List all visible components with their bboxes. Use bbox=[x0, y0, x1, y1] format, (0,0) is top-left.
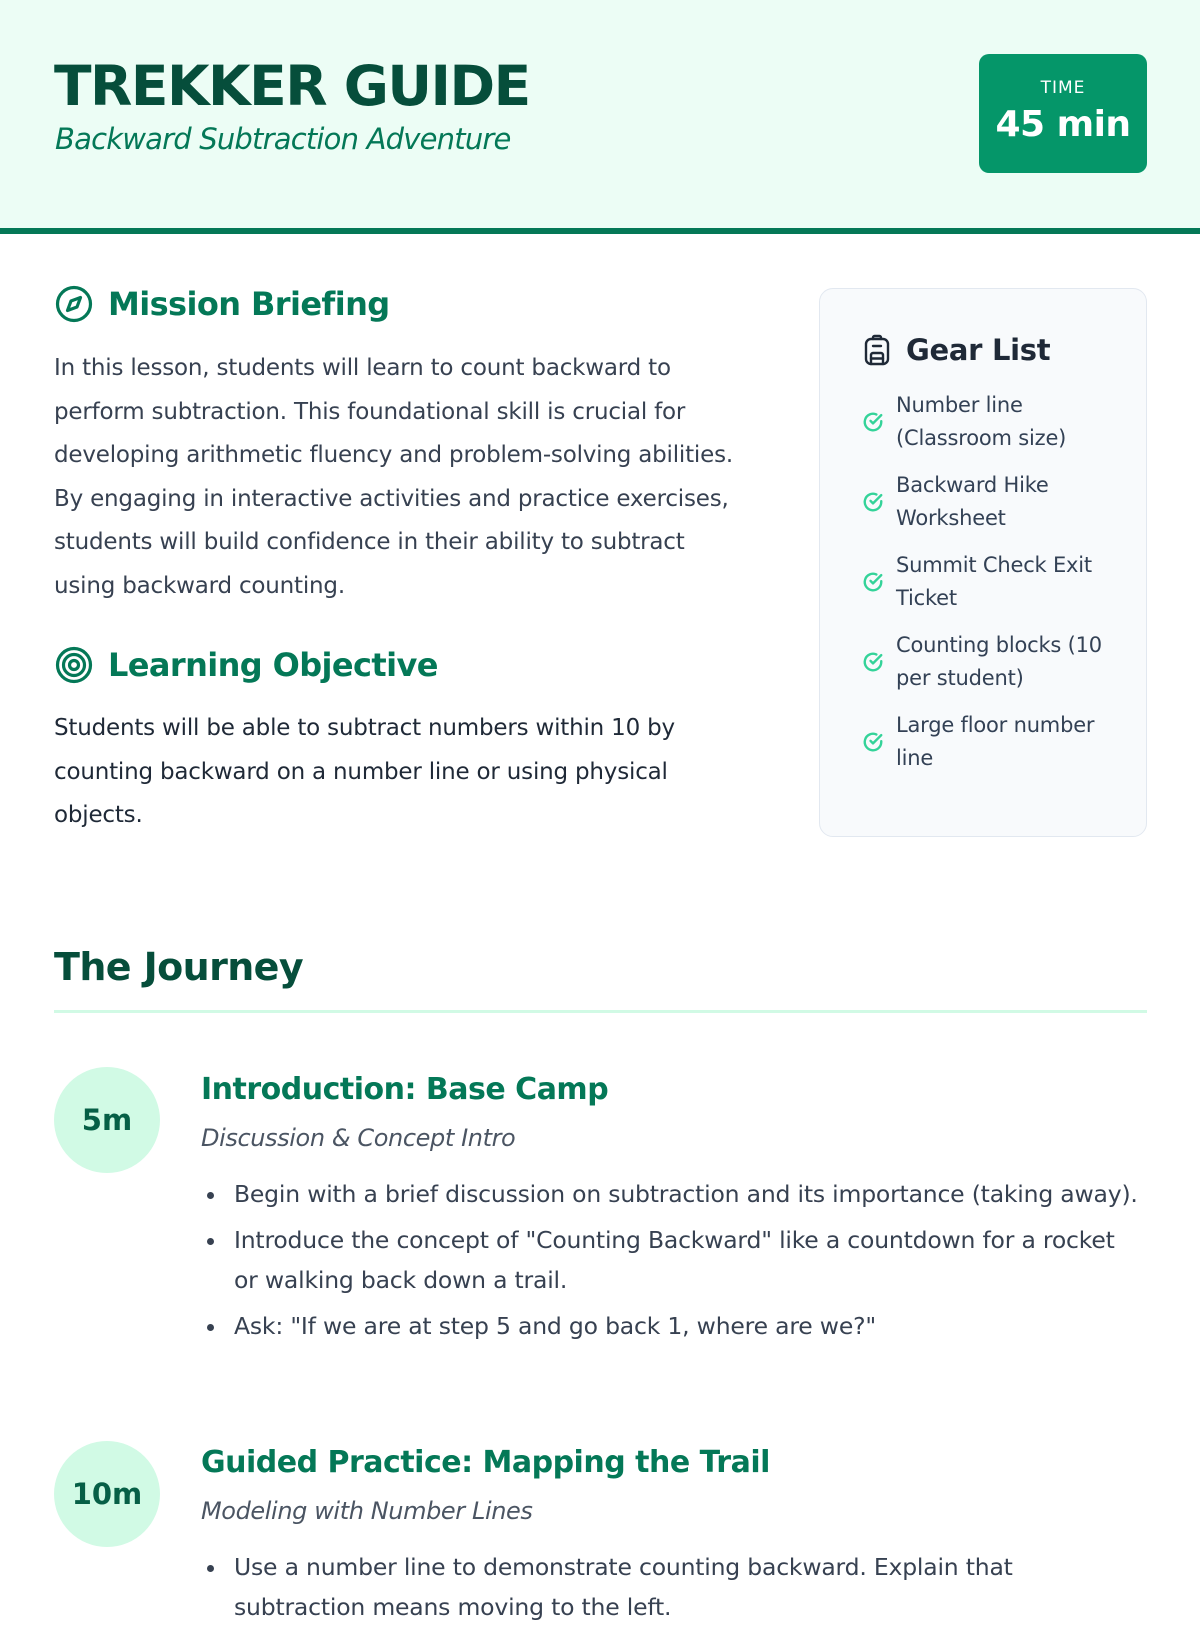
compass-icon bbox=[54, 284, 94, 324]
time-label: TIME bbox=[1040, 78, 1086, 98]
objective-heading-text: Learning Objective bbox=[108, 646, 438, 684]
check-circle-icon bbox=[862, 651, 884, 673]
step-title: Guided Practice: Mapping the Trail bbox=[201, 1445, 770, 1480]
step-duration-badge: 5m bbox=[54, 1067, 160, 1173]
gear-item-label: Counting blocks (10 per student) bbox=[896, 633, 1102, 690]
gear-item bbox=[862, 389, 1122, 455]
step-bullets bbox=[201, 1174, 1141, 1352]
briefing-text: In this lesson, students will learn to count backward to perform subtraction. This foundational skill is crucial for developing arithmetic fluency and problem-solving abilities. By engaging in interactive activities and practice exercises, students will build confidence in their ability to subtract using backward counting. bbox=[54, 355, 733, 599]
step-subtitle: Modeling with Number Lines bbox=[201, 1497, 533, 1525]
journey-divider bbox=[54, 1010, 1147, 1013]
gear-item-label: Large floor number line bbox=[896, 713, 1095, 770]
gear-item bbox=[862, 549, 1122, 615]
briefing-heading-text: Mission Briefing bbox=[108, 285, 390, 323]
objective-text: Students will be able to subtract numbers within 10 by counting backward on a number line or using physical objects. bbox=[54, 715, 675, 828]
list-item: Ask: "If we are at step 5 and go back 1, where are we?" bbox=[201, 1306, 1141, 1346]
list-item: Introduce the concept of "Counting Backward" like a countdown for a rocket or walking back down a trail. bbox=[201, 1220, 1141, 1300]
step-bullets bbox=[201, 1547, 1141, 1633]
step-subtitle: Discussion & Concept Intro bbox=[201, 1124, 516, 1152]
check-circle-icon bbox=[862, 411, 884, 433]
time-badge bbox=[979, 54, 1147, 173]
gear-list-heading-text: Gear List bbox=[906, 333, 1051, 367]
backpack-icon bbox=[862, 334, 892, 366]
page-title: TREKKER GUIDE bbox=[54, 54, 530, 118]
target-icon bbox=[54, 645, 94, 685]
page-subtitle: Backward Subtraction Adventure bbox=[55, 122, 511, 156]
gear-item bbox=[862, 469, 1122, 535]
time-value: 45 min bbox=[995, 104, 1131, 145]
step-title: Introduction: Base Camp bbox=[201, 1072, 609, 1107]
gear-item bbox=[862, 629, 1122, 695]
briefing-heading bbox=[54, 284, 390, 324]
list-item: Begin with a brief discussion on subtraction and its importance (taking away). bbox=[201, 1174, 1141, 1214]
gear-item-label: Backward Hike Worksheet bbox=[896, 473, 1049, 530]
gear-list-card bbox=[819, 288, 1147, 837]
gear-item bbox=[862, 709, 1122, 775]
gear-list-heading bbox=[862, 333, 1050, 367]
check-circle-icon bbox=[862, 571, 884, 593]
objective-heading bbox=[54, 645, 438, 685]
page-header bbox=[0, 0, 1200, 234]
check-circle-icon bbox=[862, 731, 884, 753]
list-item: Use a number line to demonstrate counting backward. Explain that subtraction means moving to the left. bbox=[201, 1547, 1141, 1627]
step-duration-badge: 10m bbox=[54, 1441, 160, 1547]
journey-heading: The Journey bbox=[54, 945, 304, 989]
gear-item-label: Summit Check Exit Ticket bbox=[896, 553, 1092, 610]
check-circle-icon bbox=[862, 491, 884, 513]
gear-item-label: Number line (Classroom size) bbox=[896, 393, 1067, 450]
